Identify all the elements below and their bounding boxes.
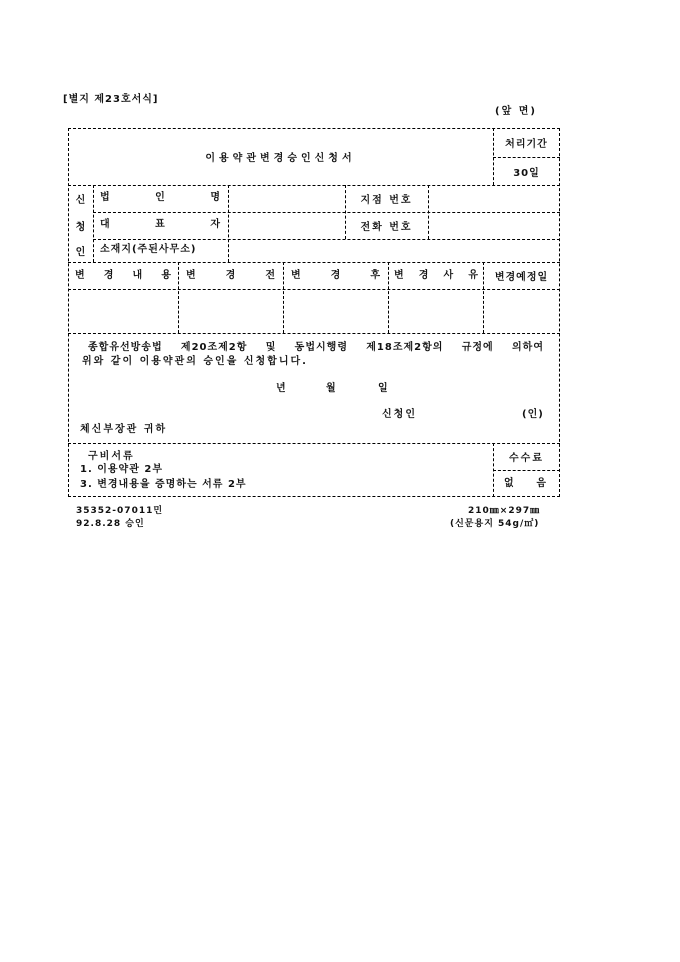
divider-statement-bottom — [68, 443, 560, 444]
applicant-side-label: 신 — [75, 195, 86, 206]
representative-label: 대 표 자 — [100, 219, 220, 230]
divider-applicant-row2 — [93, 239, 560, 240]
statement-line-1: 종합유선방송법 제20조제2항 및 동법시행령 제18조제2항의 규정에 의하여 — [88, 342, 544, 353]
form-number: [별지 제23호서식] — [63, 94, 159, 105]
processing-period-label: 처리기간 — [505, 139, 548, 150]
divider-applicant-right — [428, 185, 429, 239]
required-document-item: 3. 변경내용을 증명하는 서류 2부 — [80, 479, 247, 490]
divider-applicant-side — [93, 185, 94, 262]
table-header-before: 변 경 전 — [186, 270, 275, 281]
applicant-signature-label: 신청인 — [382, 409, 417, 420]
date-month-label: 월 — [326, 383, 336, 394]
divider-table-col2 — [283, 262, 284, 333]
fee-value: 없 음 — [504, 478, 546, 489]
divider-table-header — [68, 289, 560, 290]
date-day-label: 일 — [378, 383, 388, 394]
phone-number-label: 전화 번호 — [360, 222, 413, 233]
date-year-label: 년 — [276, 383, 286, 394]
approval-date: 92.8.28 승인 — [76, 519, 145, 529]
paper-type: (신문용지 54g/㎡) — [450, 519, 540, 529]
table-header-reason: 변 경 사 유 — [394, 270, 478, 281]
table-header-after: 변 경 후 — [291, 270, 380, 281]
recipient: 체신부장관 귀하 — [80, 424, 168, 435]
divider-table-bottom — [68, 333, 560, 334]
applicant-side-label: 청 — [75, 222, 86, 233]
address-label: 소재지(주된사무소) — [100, 244, 197, 255]
applicant-side-label: 인 — [75, 247, 86, 258]
form-title: 이용약관변경승인신청서 — [205, 153, 356, 164]
form-code: 35352-07011민 — [76, 506, 164, 516]
divider-table-col1 — [178, 262, 179, 333]
processing-period-value: 30일 — [513, 167, 540, 179]
required-document-item: 1. 이용약관 2부 — [80, 464, 163, 475]
table-header-scheduled-date: 변경예정일 — [494, 272, 549, 283]
corporation-name-label: 법 인 명 — [100, 192, 220, 203]
seal-mark: (인) — [522, 409, 544, 420]
divider-table-col3 — [388, 262, 389, 333]
fee-label: 수수료 — [509, 453, 544, 464]
divider-applicant-label — [228, 185, 229, 262]
table-header-change-content: 변 경 내 용 — [75, 270, 171, 281]
divider-fee — [493, 470, 560, 471]
statement-line-2: 위와 같이 이용약관의 승인을 신청합니다. — [82, 356, 308, 367]
divider-applicant-row1 — [93, 212, 560, 213]
divider-title-bottom — [68, 185, 560, 186]
paper-size: 210㎜×297㎜ — [468, 506, 541, 516]
required-documents-heading: 구비서류 — [88, 451, 135, 462]
branch-number-label: 지점 번호 — [360, 195, 413, 206]
page-side-label: (앞 면) — [495, 106, 537, 117]
